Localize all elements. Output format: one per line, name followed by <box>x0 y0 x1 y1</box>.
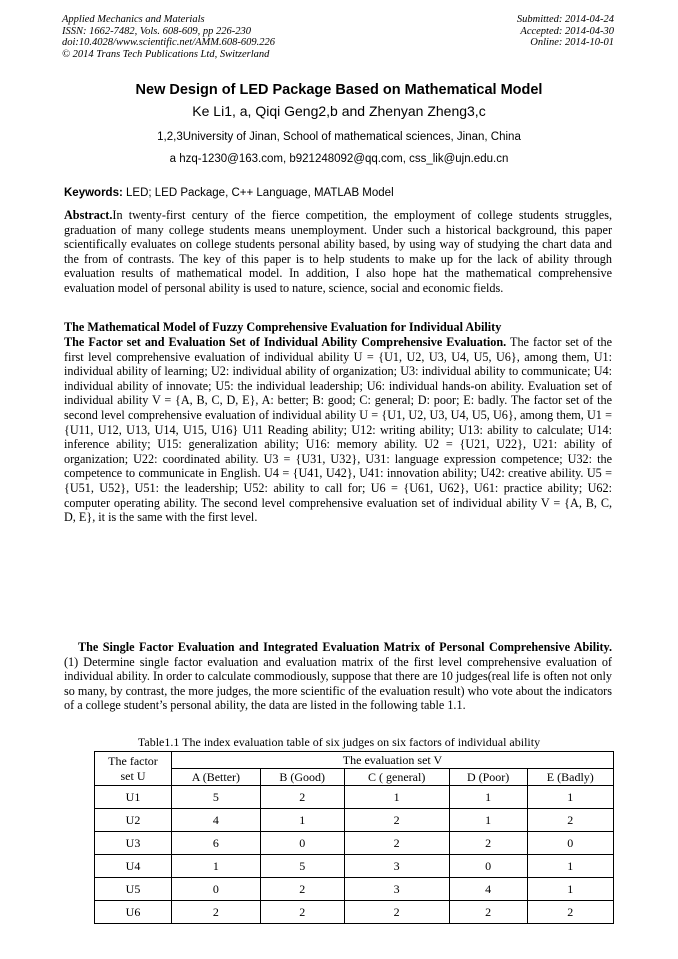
table-cell: 4 <box>449 878 527 901</box>
column-header-row <box>95 769 614 786</box>
abstract <box>64 208 612 296</box>
table-cell: 3 <box>344 878 449 901</box>
issn-line: ISSN: 1662-7482, Vols. 608-609, pp 226-230 <box>62 25 251 37</box>
table-cell: 2 <box>527 809 613 832</box>
table-cell: 1 <box>260 809 344 832</box>
dates-header <box>517 14 614 49</box>
column-header: D (Poor) <box>449 769 527 786</box>
abstract-label: Abstract. <box>64 208 113 222</box>
table-cell: 1 <box>527 878 613 901</box>
keywords-text: LED; LED Package, C++ Language, MATLAB Model <box>126 187 394 199</box>
table-cell: 2 <box>527 901 613 924</box>
column-header: E (Badly) <box>527 769 613 786</box>
table-cell: 3 <box>344 855 449 878</box>
author-emails: a hzq-1230@163.com, b921248092@qq.com, css_lik@ujn.edu.cn <box>169 153 509 165</box>
table-cell: 4 <box>172 809 261 832</box>
table-row <box>95 786 614 809</box>
table-cell: 2 <box>260 901 344 924</box>
table-cell: 1 <box>527 855 613 878</box>
table-cell: 1 <box>172 855 261 878</box>
table-cell: 6 <box>172 832 261 855</box>
paper-title: New Design of LED Package Based on Mathematical Model <box>135 82 543 98</box>
table-cell: 2 <box>172 901 261 924</box>
table-cell: 2 <box>344 809 449 832</box>
table-cell: 0 <box>449 855 527 878</box>
factor-set-header-line2: set U <box>120 768 146 783</box>
row-label: U6 <box>95 901 172 924</box>
table-header-row <box>95 752 614 769</box>
subsection-heading: The Factor set and Evaluation Set of Individual Ability Comprehensive Evaluation. <box>64 335 507 349</box>
table-row <box>95 901 614 924</box>
table-cell: 0 <box>260 832 344 855</box>
table-cell: 2 <box>449 832 527 855</box>
table-caption: Table1.1 The index evaluation table of six judges on six factors of individual ability <box>137 735 541 749</box>
factor-set-header <box>95 752 172 786</box>
evaluation-matrix-paragraph <box>64 640 612 713</box>
online-date: Online: 2014-10-01 <box>530 37 614 48</box>
table-cell: 2 <box>344 832 449 855</box>
table-cell: 2 <box>449 901 527 924</box>
table-cell: 1 <box>527 786 613 809</box>
factor-set-header-line1: The factor <box>108 753 158 768</box>
table-cell: 1 <box>449 786 527 809</box>
author-list: Ke Li1, a, Qiqi Geng2,b and Zhenyan Zheng3,c <box>192 103 486 119</box>
doi-line: doi:10.4028/www.scientific.net/AMM.608-609.226 <box>62 37 275 48</box>
column-header: A (Better) <box>172 769 261 786</box>
table-cell: 2 <box>344 901 449 924</box>
table-row <box>95 832 614 855</box>
table-cell: 1 <box>449 809 527 832</box>
subsection-heading-2: The Single Factor Evaluation and Integrated Evaluation Matrix of Personal Comprehensive Ability. <box>78 640 612 654</box>
row-label: U4 <box>95 855 172 878</box>
table-row <box>95 809 614 832</box>
table-row <box>95 878 614 901</box>
affiliation: 1,2,3University of Jinan, School of mathematical sciences, Jinan, China <box>157 131 521 143</box>
keywords-label: Keywords: <box>64 187 123 199</box>
row-label: U1 <box>95 786 172 809</box>
factor-set-text: The factor set of the first level comprehensive evaluation of individual ability U = {U1, U2, U3, U4, U5, U6}, among them, U1: individual ability of learning; U2: individual ability of organization; U3: individual ability to communicate; U4: individual ability of innovate; U5: the individual leadership; U6: individual hands-on ability. Evaluation set of individual ability V = {A, B, C, D, E}, A: better; B: good; C: general; D: poor; E: badly. The factor set of the second level comprehensive evaluation of individual ability U = {U1, U2, U3, U4, U5, U6}, among them, U1 = {U11, U12, U13, U14, U15, U16} U11 Reading ability; U12: writing ability; U13: ability to calculate; U14: inference ability; U15: generalization ability; U16: memory ability. U2 = {U21, U22}, U21: ability of organization; U22: coordinated ability. U3 = {U31, U32}, U31: language expression competence; U32: the competence to communicate in English. U4 = {U41, U42}, U41: innovation ability; U42: creative ability. U5 = {U51, U52}, U51: the leadership; U52: ability to call for; U6 = {U61, U62}, U61: practice ability; U62: computer operating ability. The second level comprehensive evaluation set of individual ability V = {A, B, C, D, E}, it is the same with the first level. <box>64 335 612 525</box>
submitted-date: Submitted: 2014-04-24 <box>516 14 614 25</box>
column-header: B (Good) <box>260 769 344 786</box>
keywords <box>64 187 616 199</box>
section-heading: The Mathematical Model of Fuzzy Comprehensive Evaluation for Individual Ability <box>64 320 502 334</box>
abstract-text: In twenty-first century of the fierce competition, the employment of college students struggles, graduation of many college students means unemployment. Under such a historical background, this paper scientifically evaluates on college students personal ability based, by using way of studying the chart data and the from of contrasts. The key of this paper is to help students to make up for the lack of ability through evaluation results of mathematical model. In addition, I also hope hat the mathematical comprehensive evaluation model of personal ability is used to nature, science, social and economic fields. <box>64 208 612 295</box>
evaluation-set-header: The evaluation set V <box>172 752 614 769</box>
table-cell: 2 <box>260 878 344 901</box>
copyright-line: © 2014 Trans Tech Publications Ltd, Switzerland <box>62 48 270 60</box>
table-row <box>95 855 614 878</box>
table-cell: 2 <box>260 786 344 809</box>
row-label: U3 <box>95 832 172 855</box>
accepted-date: Accepted: 2014-04-30 <box>520 25 614 37</box>
factor-set-paragraph <box>64 335 612 525</box>
column-header: C ( general) <box>344 769 449 786</box>
row-label: U2 <box>95 809 172 832</box>
journal-name: Applied Mechanics and Materials <box>62 14 205 25</box>
evaluation-table <box>94 751 614 924</box>
table-cell: 5 <box>260 855 344 878</box>
journal-header <box>62 14 275 60</box>
evaluation-matrix-text: (1) Determine single factor evaluation and evaluation matrix of the first level comprehensive evaluation of individual ability. In order to calculate commodiously, suppose that there are 10 judges(real life is often not only so many, by contrast, the more judges, the more scientific of the evaluation result) who vote about the indicators of a college student’s personal ability, the data are listed in the following table 1.1. <box>64 654 612 713</box>
table-cell: 1 <box>344 786 449 809</box>
table-cell: 0 <box>527 832 613 855</box>
row-label: U5 <box>95 878 172 901</box>
table-cell: 0 <box>172 878 261 901</box>
table-cell: 5 <box>172 786 261 809</box>
